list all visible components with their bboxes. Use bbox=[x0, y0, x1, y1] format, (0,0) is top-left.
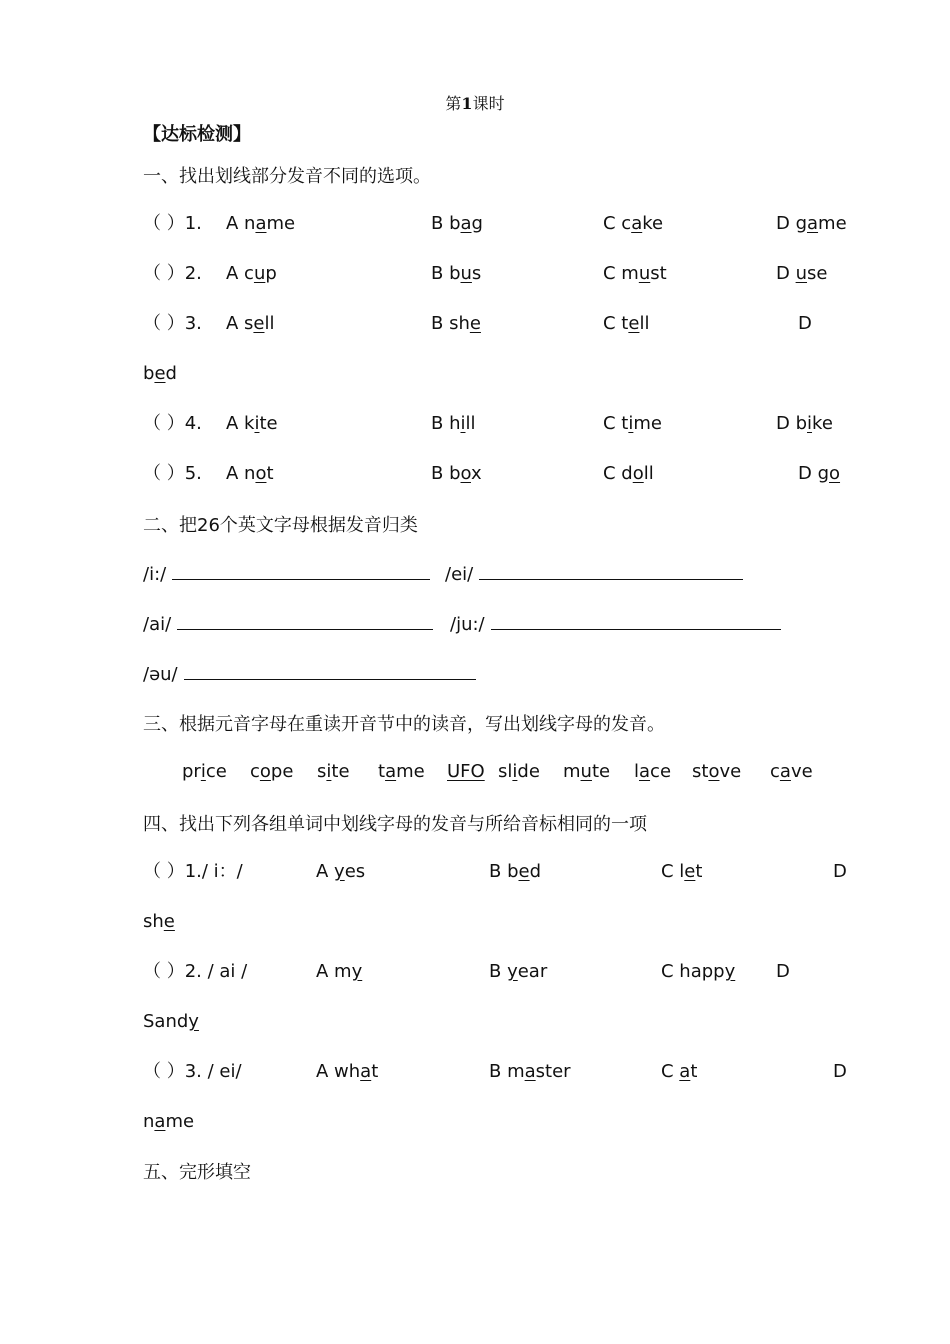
question-number: （ ）3. bbox=[143, 313, 202, 334]
word-part: te bbox=[259, 413, 278, 434]
word-part: D g bbox=[776, 213, 808, 234]
option-c bbox=[603, 212, 663, 236]
underlined-letters: a bbox=[779, 761, 791, 782]
word-part: n bbox=[143, 1111, 155, 1132]
underlined-letters: e bbox=[684, 861, 696, 882]
word-item bbox=[563, 760, 610, 784]
word-item bbox=[317, 760, 350, 784]
word-part: s bbox=[471, 263, 482, 284]
word-part: D bbox=[798, 313, 812, 334]
word-part: B b bbox=[489, 861, 519, 882]
underlined-letters: u bbox=[795, 263, 808, 284]
section-1-heading: 一、找出划线部分发音不同的选项。 bbox=[143, 166, 431, 187]
underlined-letters: a bbox=[360, 1061, 372, 1082]
word-part: t bbox=[371, 1061, 379, 1082]
page-title: 第1课时 bbox=[445, 94, 505, 113]
word-part: te bbox=[331, 761, 350, 782]
option-c bbox=[603, 262, 667, 286]
question-number: （ ）3. / ei/ bbox=[143, 1061, 242, 1082]
answer-blank[interactable] bbox=[479, 561, 743, 580]
underlined-letters: u bbox=[253, 263, 266, 284]
word-part: t bbox=[266, 463, 274, 484]
word-part: B b bbox=[431, 263, 461, 284]
phoneme-label: /əu/ bbox=[143, 664, 178, 685]
option-d-wrap bbox=[143, 1110, 194, 1134]
underlined-letters: y bbox=[351, 961, 363, 982]
word-part: A n bbox=[226, 213, 256, 234]
word-part: C t bbox=[603, 313, 629, 334]
word-part: d bbox=[165, 363, 177, 384]
word-part: C bbox=[661, 1061, 680, 1082]
option-c bbox=[603, 462, 654, 486]
option-d bbox=[776, 212, 847, 236]
option-a bbox=[226, 462, 274, 486]
word-part: A c bbox=[226, 263, 254, 284]
word-part: D g bbox=[798, 463, 830, 484]
word-part: t bbox=[690, 1061, 698, 1082]
word-item bbox=[182, 760, 227, 784]
word-part: B m bbox=[489, 1061, 525, 1082]
underlined-letters: i bbox=[254, 413, 260, 434]
underlined-letters: o bbox=[829, 463, 841, 484]
section-3-heading: 三、根据元音字母在重读开音节中的读音，写出划线字母的发音。 bbox=[143, 714, 665, 735]
word-part: sl bbox=[498, 761, 513, 782]
word-part: ve bbox=[719, 761, 742, 782]
underlined-letters: u bbox=[460, 263, 472, 284]
option-d-wrap bbox=[143, 910, 175, 934]
option-b bbox=[431, 212, 483, 236]
word-part: l bbox=[634, 761, 640, 782]
word-part: de bbox=[517, 761, 540, 782]
word-part: A n bbox=[226, 463, 256, 484]
word-item bbox=[634, 760, 671, 784]
underlined-letters: y bbox=[188, 1011, 199, 1032]
word-part: C d bbox=[603, 463, 633, 484]
word-part: me bbox=[396, 761, 425, 782]
word-part: ll bbox=[264, 313, 275, 334]
underlined-letters: e bbox=[469, 313, 481, 334]
underlined-letters: e bbox=[518, 861, 530, 882]
word-part: x bbox=[470, 463, 482, 484]
phoneme-label: /ju:/ bbox=[450, 614, 485, 635]
underlined-letters: i bbox=[512, 761, 518, 782]
word-part: ear bbox=[517, 961, 548, 982]
option-b bbox=[431, 412, 476, 436]
option-a bbox=[316, 860, 365, 884]
option-b bbox=[489, 1060, 571, 1084]
option-b bbox=[431, 462, 482, 486]
option-b bbox=[431, 312, 481, 336]
underlined-letters: a bbox=[631, 213, 643, 234]
word-part: A m bbox=[316, 961, 352, 982]
option-a bbox=[226, 312, 275, 336]
underlined-letters: a bbox=[524, 1061, 536, 1082]
word-part: C t bbox=[603, 413, 629, 434]
underlined-letters: i bbox=[200, 761, 206, 782]
word-part: C happ bbox=[661, 961, 725, 982]
word-part: ve bbox=[790, 761, 813, 782]
underlined-letters: a bbox=[385, 761, 397, 782]
question-number: （ ）2. bbox=[143, 263, 202, 284]
underlined-letters: a bbox=[255, 213, 267, 234]
answer-blank[interactable] bbox=[184, 661, 476, 680]
word-part: s bbox=[317, 761, 327, 782]
section-header: 【达标检测】 bbox=[143, 124, 251, 145]
word-item bbox=[250, 760, 293, 784]
word-part: d bbox=[529, 861, 542, 882]
option-d bbox=[798, 312, 812, 336]
word-part: D b bbox=[776, 413, 808, 434]
word-part: A s bbox=[226, 313, 254, 334]
answer-blank[interactable] bbox=[177, 611, 433, 630]
option-d-wrap bbox=[143, 1010, 199, 1034]
section-5-heading: 五、完形填空 bbox=[143, 1162, 251, 1183]
underlined-letters: i bbox=[460, 413, 466, 434]
underlined-letters: UFO bbox=[447, 761, 485, 782]
question-number: （ ）5. bbox=[143, 463, 202, 484]
option-c bbox=[661, 860, 702, 884]
word-part: Sand bbox=[143, 1011, 189, 1032]
phoneme-row-1 bbox=[143, 561, 430, 587]
word-part: pr bbox=[182, 761, 201, 782]
option-d bbox=[776, 262, 827, 286]
option-b bbox=[431, 262, 481, 286]
section-2-heading: 二、把26个英文字母根据发音归类 bbox=[143, 515, 418, 536]
phoneme-row-2 bbox=[143, 611, 433, 637]
word-part: t bbox=[695, 861, 703, 882]
word-part: A k bbox=[226, 413, 255, 434]
word-part: B h bbox=[431, 413, 461, 434]
word-part: p bbox=[265, 263, 277, 284]
option-a bbox=[316, 1060, 378, 1084]
option-d bbox=[776, 412, 833, 436]
underlined-letters: e bbox=[628, 313, 640, 334]
option-b bbox=[489, 860, 541, 884]
underlined-letters: e bbox=[253, 313, 265, 334]
word-part: ce bbox=[205, 761, 227, 782]
underlined-letters: e bbox=[154, 363, 166, 384]
phoneme-label: /ai/ bbox=[143, 614, 172, 635]
underlined-letters: a bbox=[460, 213, 472, 234]
option-d-wrap bbox=[143, 362, 177, 386]
word-part: st bbox=[692, 761, 709, 782]
word-part: ke bbox=[642, 213, 664, 234]
word-part: sh bbox=[143, 911, 164, 932]
word-part: c bbox=[770, 761, 780, 782]
underlined-letters: o bbox=[255, 463, 267, 484]
underlined-letters: a bbox=[154, 1111, 166, 1132]
underlined-letters: y bbox=[724, 961, 736, 982]
word-item bbox=[770, 760, 813, 784]
answer-blank[interactable] bbox=[491, 611, 781, 630]
option-d: D bbox=[833, 1061, 847, 1082]
word-part: ll bbox=[643, 463, 654, 484]
word-part: me bbox=[165, 1111, 195, 1132]
underlined-letters: a bbox=[679, 1061, 691, 1082]
question-number: （ ）1. bbox=[143, 213, 202, 234]
word-item bbox=[378, 760, 425, 784]
word-part: te bbox=[591, 761, 611, 782]
word-part: C m bbox=[603, 263, 639, 284]
word-part: D bbox=[776, 263, 796, 284]
underlined-letters: o bbox=[259, 761, 271, 782]
option-d: D bbox=[776, 961, 790, 982]
option-c bbox=[603, 412, 662, 436]
word-part: se bbox=[807, 263, 828, 284]
phoneme-label: /i:/ bbox=[143, 564, 167, 585]
underlined-letters: y bbox=[507, 961, 518, 982]
option-d bbox=[798, 462, 840, 486]
word-part: ll bbox=[465, 413, 476, 434]
underlined-letters: u bbox=[580, 761, 592, 782]
phoneme-row-1b bbox=[445, 561, 743, 587]
word-part: B b bbox=[431, 213, 461, 234]
word-part: m bbox=[563, 761, 581, 782]
underlined-letters: o bbox=[632, 463, 644, 484]
underlined-letters: y bbox=[334, 861, 345, 882]
word-part: A wh bbox=[316, 1061, 361, 1082]
word-part: g bbox=[471, 213, 483, 234]
word-part: B b bbox=[431, 463, 461, 484]
word-part: c bbox=[250, 761, 260, 782]
option-c bbox=[661, 1060, 697, 1084]
underlined-letters: i bbox=[807, 413, 813, 434]
phoneme-row-2b bbox=[450, 611, 781, 637]
underlined-letters: o bbox=[460, 463, 471, 484]
word-item bbox=[692, 760, 741, 784]
option-c bbox=[603, 312, 649, 336]
option-c bbox=[661, 960, 735, 984]
word-part: me bbox=[633, 413, 662, 434]
word-item bbox=[498, 760, 540, 784]
word-part: st bbox=[650, 263, 667, 284]
underlined-letters: u bbox=[638, 263, 651, 284]
option-a bbox=[226, 212, 295, 236]
answer-blank[interactable] bbox=[172, 561, 430, 580]
word-part: B sh bbox=[431, 313, 470, 334]
option-a bbox=[226, 412, 278, 436]
underlined-letters: a bbox=[639, 761, 651, 782]
word-part: es bbox=[344, 861, 366, 882]
word-item bbox=[447, 760, 485, 784]
option-a bbox=[226, 262, 277, 286]
option-a bbox=[316, 960, 362, 984]
word-part: pe bbox=[270, 761, 294, 782]
phoneme-label: /ei/ bbox=[445, 564, 474, 585]
word-part: ke bbox=[812, 413, 833, 434]
word-part: A bbox=[316, 861, 335, 882]
underlined-letters: e bbox=[163, 911, 175, 932]
underlined-letters: i bbox=[628, 413, 634, 434]
section-4-heading: 四、找出下列各组单词中划线字母的发音与所给音标相同的一项 bbox=[143, 814, 647, 835]
word-part: C c bbox=[603, 213, 632, 234]
word-part: ce bbox=[650, 761, 672, 782]
word-part: B bbox=[489, 961, 508, 982]
word-part: b bbox=[143, 363, 155, 384]
word-part: C l bbox=[661, 861, 685, 882]
question-number: （ ）1./ i：/ bbox=[143, 861, 243, 882]
word-part: ster bbox=[535, 1061, 571, 1082]
underlined-letters: i bbox=[326, 761, 332, 782]
underlined-letters: a bbox=[807, 213, 819, 234]
phoneme-row-3 bbox=[143, 661, 476, 687]
question-number: （ ）4. bbox=[143, 413, 202, 434]
word-part: me bbox=[266, 213, 296, 234]
word-part: t bbox=[378, 761, 386, 782]
option-b bbox=[489, 960, 547, 984]
word-part: me bbox=[818, 213, 847, 234]
word-part: ll bbox=[639, 313, 650, 334]
option-d: D bbox=[833, 861, 847, 882]
underlined-letters: o bbox=[708, 761, 720, 782]
question-number: （ ）2. / ai / bbox=[143, 961, 248, 982]
